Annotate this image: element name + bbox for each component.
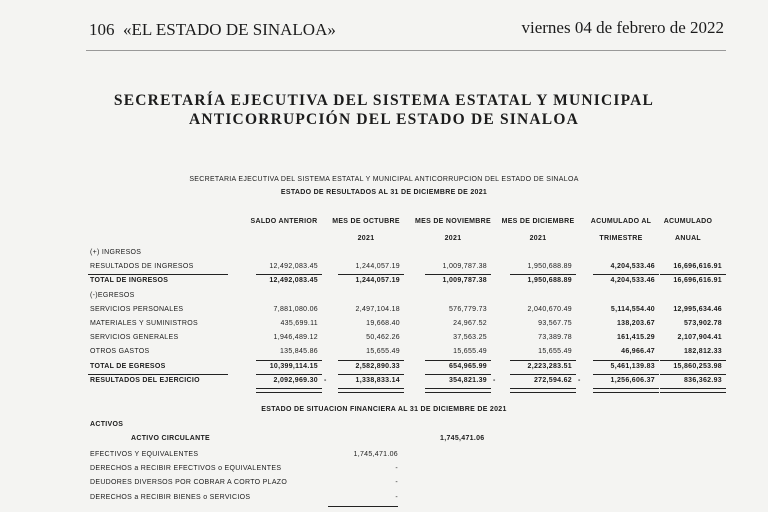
table-cell: 1,950,688.89 — [527, 263, 572, 270]
table-cell: 182,812.33 — [683, 348, 722, 355]
table-cell: 73,389.78 — [538, 334, 572, 341]
result-double-underline — [660, 388, 726, 393]
table-cell: 15,655.49 — [453, 348, 487, 355]
table-cell: 12,492,083.45 — [269, 277, 318, 284]
table-cell: 138,203.67 — [616, 320, 655, 327]
table-cell: 16,696,616.91 — [673, 277, 722, 284]
balance-row-label: EFECTIVOS Y EQUIVALENTES — [90, 451, 199, 458]
column-header: ACUMULADO — [663, 218, 713, 225]
result-double-underline — [425, 388, 491, 393]
table-cell: 1,244,057.19 — [355, 277, 400, 284]
table-cell: 4,204,533.46 — [610, 263, 655, 270]
table-cell: 7,881,080.06 — [273, 306, 318, 313]
row-label: SERVICIOS PERSONALES — [90, 306, 184, 313]
table-cell: 654,965.99 — [448, 363, 487, 370]
egresos-underline — [256, 360, 322, 361]
table-cell: 354,821.39 — [448, 377, 487, 384]
row-label: (+) INGRESOS — [90, 249, 142, 256]
activo-circulante-total: 1,745,471.06 — [440, 435, 485, 442]
table-cell: 15,655.49 — [538, 348, 572, 355]
balance-row-label: DERECHOS a RECIBIR BIENES o SERVICIOS — [90, 494, 251, 501]
column-header-sub: 2021 — [357, 235, 375, 242]
table-cell: 37,563.25 — [453, 334, 487, 341]
table-cell: 15,860,253.98 — [673, 363, 722, 370]
table-cell: 2,040,670.49 — [527, 306, 572, 313]
column-header-sub: 2021 — [444, 235, 462, 242]
header-divider — [86, 50, 726, 51]
row-label: OTROS GASTOS — [90, 348, 150, 355]
table-cell: 93,567.75 — [538, 320, 572, 327]
ingresos-underline — [593, 274, 659, 275]
table-cell: 272,594.62 — [533, 377, 572, 384]
table-cell: 16,696,616.91 — [673, 263, 722, 270]
result-dash: - — [578, 377, 581, 384]
result-double-underline — [593, 388, 659, 393]
table-cell: 5,114,554.40 — [610, 306, 655, 313]
table-cell: 19,668.40 — [366, 320, 400, 327]
total-underline — [510, 374, 576, 375]
row-label: SERVICIOS GENERALES — [90, 334, 179, 341]
table-cell: 836,362.93 — [683, 377, 722, 384]
table-cell: 5,461,139.83 — [610, 363, 655, 370]
result-dash: - — [493, 377, 496, 384]
egresos-underline — [660, 360, 726, 361]
balance-row-value: - — [395, 479, 398, 486]
table-cell: 1,009,787.38 — [442, 263, 487, 270]
table-cell: 12,492,083.45 — [269, 263, 318, 270]
row-label: RESULTADOS DEL EJERCICIO — [90, 377, 200, 384]
column-header-sub: ANUAL — [675, 235, 701, 242]
table-cell: 2,582,890.33 — [355, 363, 400, 370]
balance-underline — [328, 506, 398, 507]
ingresos-underline — [256, 274, 322, 275]
table-cell: 135,845.86 — [279, 348, 318, 355]
table-cell: 2,092,969.30 — [273, 377, 318, 384]
result-double-underline — [338, 388, 404, 393]
table-cell: 1,946,489.12 — [273, 334, 318, 341]
table-cell: 2,497,104.18 — [355, 306, 400, 313]
table-cell: 573,902.78 — [683, 320, 722, 327]
row-label: (-)EGRESOS — [90, 292, 135, 299]
column-header-sub: TRIMESTRE — [599, 235, 643, 242]
table-cell: 10,399,114.15 — [269, 363, 318, 370]
table-cell: 4,204,533.46 — [610, 277, 655, 284]
table-cell: 1,338,833.14 — [355, 377, 400, 384]
total-underline — [660, 374, 726, 375]
egresos-underline — [510, 360, 576, 361]
report-entity: SECRETARIA EJECUTIVA DEL SISTEMA ESTATAL Y MUNICIPAL ANTICORRUPCION DEL ESTADO DE SINALOA — [189, 176, 579, 183]
row-label: TOTAL DE INGRESOS — [90, 277, 169, 284]
row-label: TOTAL DE EGRESOS — [90, 363, 166, 370]
row-label: MATERIALES Y SUMINISTROS — [90, 320, 198, 327]
activos-label: ACTIVOS — [90, 421, 124, 428]
ingresos-underline — [660, 274, 726, 275]
column-header-sub: 2021 — [529, 235, 547, 242]
table-cell: 1,009,787.38 — [442, 277, 487, 284]
balance-row-value: 1,745,471.06 — [353, 451, 398, 458]
table-cell: 435,699.11 — [280, 320, 318, 327]
column-header: MES DE NOVIEMBRE — [415, 218, 491, 225]
document-title-line1: SECRETARÍA EJECUTIVA DEL SISTEMA ESTATAL Y MUNICIPAL — [113, 92, 655, 109]
publication-date: viernes 04 de febrero de 2022 — [521, 18, 724, 37]
document-title-line2: ANTICORRUPCIÓN DEL ESTADO DE SINALOA — [189, 111, 579, 128]
table-cell: 2,223,283.51 — [527, 363, 572, 370]
table-cell: 1,950,688.89 — [527, 277, 572, 284]
result-dash: - — [324, 377, 327, 384]
activo-circulante-label: ACTIVO CIRCULANTE — [131, 435, 210, 442]
column-header: ACUMULADO AL — [590, 218, 652, 225]
publication-name: «EL ESTADO DE SINALOA» — [123, 20, 336, 39]
egresos-underline — [425, 360, 491, 361]
result-double-underline — [510, 388, 576, 393]
balance-row-label: DERECHOS a RECIBIR EFECTIVOS o EQUIVALENTES — [90, 465, 282, 472]
table-cell: 576,779.73 — [448, 306, 487, 313]
total-underline — [338, 374, 404, 375]
ingresos-underline — [425, 274, 491, 275]
balance-row-value: - — [395, 494, 398, 501]
balance-row-value: - — [395, 465, 398, 472]
column-header: SALDO ANTERIOR — [250, 218, 318, 225]
total-underline — [256, 374, 322, 375]
balance-row-label: DEUDORES DIVERSOS POR COBRAR A CORTO PLAZO — [90, 479, 288, 486]
row-label: RESULTADOS DE INGRESOS — [90, 263, 194, 270]
ingresos-underline — [510, 274, 576, 275]
total-underline — [593, 374, 659, 375]
report-name: ESTADO DE RESULTADOS AL 31 DE DICIEMBRE DE 2021 — [280, 189, 488, 196]
table-cell: 1,244,057.19 — [355, 263, 400, 270]
table-cell: 50,462.26 — [366, 334, 400, 341]
total-underline — [425, 374, 491, 375]
egresos-underline — [338, 360, 404, 361]
label-underline — [88, 274, 228, 275]
label-underline — [88, 374, 228, 375]
table-cell: 15,655.49 — [366, 348, 400, 355]
page-number: 106 — [89, 20, 115, 39]
page-header-left — [89, 20, 336, 40]
egresos-underline — [593, 360, 659, 361]
column-header: MES DE OCTUBRE — [332, 218, 400, 225]
ingresos-underline — [338, 274, 404, 275]
table-cell: 46,966.47 — [621, 348, 655, 355]
balance-title: ESTADO DE SITUACION FINANCIERA AL 31 DE DICIEMBRE DE 2021 — [261, 406, 507, 413]
table-cell: 2,107,904.41 — [677, 334, 722, 341]
result-double-underline — [256, 388, 322, 393]
table-cell: 24,967.52 — [453, 320, 487, 327]
column-header: MES DE DICIEMBRE — [501, 218, 575, 225]
table-cell: 12,995,634.46 — [673, 306, 722, 313]
table-cell: 1,256,606.37 — [610, 377, 655, 384]
table-cell: 161,415.29 — [616, 334, 655, 341]
